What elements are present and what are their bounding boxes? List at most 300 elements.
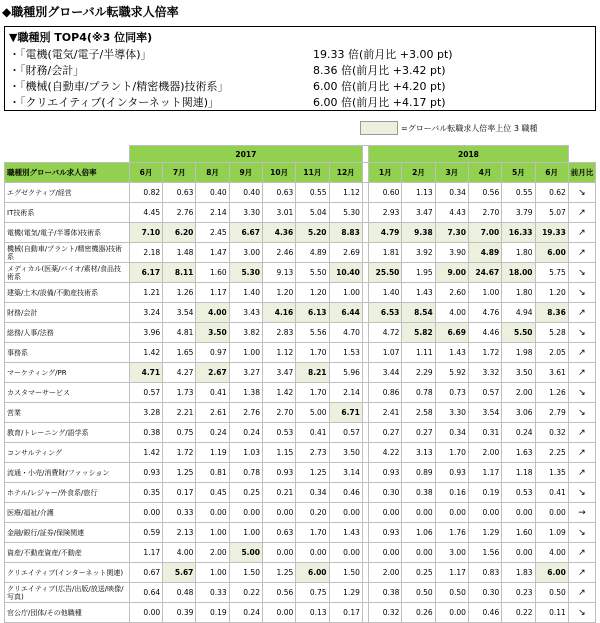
- value-cell: 1.17: [196, 283, 229, 303]
- value-cell: 0.26: [402, 603, 435, 623]
- month-header: 7月: [163, 163, 196, 183]
- value-cell: 1.20: [535, 283, 568, 303]
- value-cell: 1.17: [468, 463, 501, 483]
- trend-arrow-icon: ↗: [568, 203, 595, 223]
- row-label: クリエイティブ(広告/出版/放送/映像/写真): [5, 583, 130, 603]
- value-cell: 4.45: [129, 203, 162, 223]
- month-header: 6月: [535, 163, 568, 183]
- value-cell: 0.00: [502, 503, 535, 523]
- trend-arrow-icon: ↘: [568, 483, 595, 503]
- value-cell: 1.20: [262, 283, 295, 303]
- value-cell: 1.70: [296, 343, 329, 363]
- table-row: [5, 463, 596, 483]
- row-label: 営業: [5, 403, 130, 423]
- value-cell: 0.97: [196, 343, 229, 363]
- top4-item-value: 6.00 倍(前月比 +4.17 pt): [313, 96, 446, 109]
- value-cell: 3.13: [402, 443, 435, 463]
- value-cell: 0.63: [262, 523, 295, 543]
- value-cell: 0.34: [435, 423, 468, 443]
- value-cell: 2.00: [502, 383, 535, 403]
- value-cell: 5.92: [435, 363, 468, 383]
- value-cell: 1.17: [129, 543, 162, 563]
- page-title: ◆職種別グローバル転職求人倍率: [2, 5, 179, 19]
- value-cell: 2.70: [468, 203, 501, 223]
- value-cell: 1.19: [196, 443, 229, 463]
- value-cell: 0.16: [435, 483, 468, 503]
- value-cell: 5.28: [535, 323, 568, 343]
- value-cell: 5.00: [229, 543, 262, 563]
- value-cell: 1.00: [196, 523, 229, 543]
- legend: [360, 121, 537, 135]
- value-cell: 0.33: [163, 503, 196, 523]
- value-cell: 5.75: [535, 263, 568, 283]
- value-cell: 1.11: [402, 343, 435, 363]
- value-cell: 0.13: [296, 603, 329, 623]
- value-cell: 6.67: [229, 223, 262, 243]
- value-cell: 1.81: [369, 243, 402, 263]
- value-cell: 1.95: [402, 263, 435, 283]
- table-row: [5, 323, 596, 343]
- value-cell: 0.63: [262, 183, 295, 203]
- table-row: [5, 583, 596, 603]
- value-cell: 1.26: [163, 283, 196, 303]
- value-cell: 0.41: [196, 383, 229, 403]
- trend-arrow-icon: ↗: [568, 303, 595, 323]
- value-cell: 3.47: [262, 363, 295, 383]
- value-cell: 1.29: [329, 583, 362, 603]
- trend-arrow-icon: ↗: [568, 423, 595, 443]
- value-cell: 0.39: [163, 603, 196, 623]
- value-cell: 0.00: [369, 503, 402, 523]
- trend-arrow-icon: ↗: [568, 243, 595, 263]
- value-cell: 0.25: [402, 563, 435, 583]
- top4-box: [4, 26, 596, 111]
- value-cell: 0.24: [502, 423, 535, 443]
- value-cell: 8.11: [163, 263, 196, 283]
- value-cell: 0.67: [129, 563, 162, 583]
- value-cell: 3.28: [129, 403, 162, 423]
- value-cell: 0.78: [229, 463, 262, 483]
- value-cell: 1.43: [435, 343, 468, 363]
- row-label: 財務/会計: [5, 303, 130, 323]
- value-cell: 0.89: [402, 463, 435, 483]
- value-cell: 1.00: [229, 523, 262, 543]
- value-cell: 0.57: [468, 383, 501, 403]
- table-row: [5, 203, 596, 223]
- value-cell: 0.50: [435, 583, 468, 603]
- table-row: [5, 503, 596, 523]
- value-cell: 2.61: [196, 403, 229, 423]
- row-label: ホテル/レジャー/外食系/旅行: [5, 483, 130, 503]
- value-cell: 0.00: [262, 603, 295, 623]
- value-cell: 0.50: [402, 583, 435, 603]
- value-cell: 0.59: [129, 523, 162, 543]
- value-cell: 1.00: [229, 343, 262, 363]
- value-cell: 2.58: [402, 403, 435, 423]
- value-cell: 5.30: [329, 203, 362, 223]
- value-cell: 0.78: [402, 383, 435, 403]
- value-cell: 0.00: [435, 603, 468, 623]
- value-cell: 2.00: [196, 543, 229, 563]
- top4-item-label: ・「財務/会計」: [9, 64, 85, 77]
- value-cell: 2.60: [435, 283, 468, 303]
- value-cell: 4.81: [163, 323, 196, 343]
- value-cell: 0.00: [196, 503, 229, 523]
- row-label: メディカル(医薬/バイオ/素材/食品技術系: [5, 263, 130, 283]
- value-cell: 4.46: [468, 323, 501, 343]
- value-cell: 1.07: [369, 343, 402, 363]
- value-cell: 10.40: [329, 263, 362, 283]
- value-cell: 1.80: [502, 243, 535, 263]
- table-row: [5, 523, 596, 543]
- value-cell: 0.41: [535, 483, 568, 503]
- top4-item-label: ・「機械(自動車/プラント/精密機器)技術系」: [9, 80, 229, 93]
- value-cell: 1.83: [502, 563, 535, 583]
- value-cell: 3.32: [468, 363, 501, 383]
- value-cell: 4.43: [435, 203, 468, 223]
- month-header: 4月: [468, 163, 501, 183]
- value-cell: 1.12: [262, 343, 295, 363]
- trend-arrow-icon: →: [568, 503, 595, 523]
- value-cell: 0.75: [296, 583, 329, 603]
- value-cell: 1.15: [262, 443, 295, 463]
- value-cell: 0.86: [369, 383, 402, 403]
- value-cell: 0.30: [369, 483, 402, 503]
- top4-heading: ▼職種別 TOP4(※3 位同率): [9, 31, 153, 44]
- value-cell: 3.30: [229, 203, 262, 223]
- value-cell: 6.13: [296, 303, 329, 323]
- row-label: 機械(自動車/プラント/精密機器)技術系: [5, 243, 130, 263]
- value-cell: 0.48: [163, 583, 196, 603]
- value-cell: 0.21: [262, 483, 295, 503]
- value-cell: 3.47: [402, 203, 435, 223]
- table-row: [5, 423, 596, 443]
- value-cell: 1.09: [535, 523, 568, 543]
- value-cell: 1.65: [163, 343, 196, 363]
- table-row: [5, 223, 596, 243]
- table-row: [5, 243, 596, 263]
- value-cell: 1.53: [329, 343, 362, 363]
- value-cell: 1.43: [329, 523, 362, 543]
- value-cell: 0.46: [329, 483, 362, 503]
- value-cell: 0.27: [402, 423, 435, 443]
- value-cell: 0.55: [502, 183, 535, 203]
- value-cell: 1.50: [329, 563, 362, 583]
- value-cell: 1.73: [163, 383, 196, 403]
- value-cell: 4.00: [435, 303, 468, 323]
- table-row: [5, 183, 596, 203]
- table-row: [5, 563, 596, 583]
- value-cell: 0.32: [369, 603, 402, 623]
- table-row: [5, 263, 596, 283]
- value-cell: 4.27: [163, 363, 196, 383]
- value-cell: 0.33: [196, 583, 229, 603]
- value-cell: 1.42: [129, 443, 162, 463]
- table-row: [5, 283, 596, 303]
- value-cell: 25.50: [369, 263, 402, 283]
- value-cell: 4.00: [535, 543, 568, 563]
- value-cell: 0.57: [129, 383, 162, 403]
- value-cell: 5.56: [296, 323, 329, 343]
- row-label: 流通・小売/消費財/ファッション: [5, 463, 130, 483]
- value-cell: 3.96: [129, 323, 162, 343]
- month-header: 8月: [196, 163, 229, 183]
- value-cell: 0.34: [296, 483, 329, 503]
- row-header: 職種別グローバル求人倍率: [5, 163, 130, 183]
- value-cell: 1.35: [535, 463, 568, 483]
- value-cell: 0.53: [502, 483, 535, 503]
- value-cell: 0.19: [196, 603, 229, 623]
- month-header: 9月: [229, 163, 262, 183]
- value-cell: 7.00: [468, 223, 501, 243]
- value-cell: 5.50: [502, 323, 535, 343]
- value-cell: 1.80: [502, 283, 535, 303]
- value-cell: 0.17: [163, 483, 196, 503]
- row-label: 医療/福祉/介護: [5, 503, 130, 523]
- value-cell: 0.57: [329, 423, 362, 443]
- value-cell: 5.07: [535, 203, 568, 223]
- top4-item-value: 19.33 倍(前月比 +3.00 pt): [313, 48, 453, 61]
- table-row: [5, 343, 596, 363]
- value-cell: 0.32: [535, 423, 568, 443]
- value-cell: 2.45: [196, 223, 229, 243]
- value-cell: 0.00: [129, 603, 162, 623]
- value-cell: 0.38: [369, 583, 402, 603]
- value-cell: 4.89: [296, 243, 329, 263]
- trend-arrow-icon: ↗: [568, 463, 595, 483]
- value-cell: 7.30: [435, 223, 468, 243]
- row-label: 教育/トレーニング/語学系: [5, 423, 130, 443]
- value-cell: 2.73: [296, 443, 329, 463]
- value-cell: 1.63: [502, 443, 535, 463]
- value-cell: 1.42: [262, 383, 295, 403]
- value-cell: 1.56: [468, 543, 501, 563]
- value-cell: 4.76: [468, 303, 501, 323]
- value-cell: 0.00: [535, 503, 568, 523]
- value-cell: 4.16: [262, 303, 295, 323]
- row-label: 金融/銀行/証券/保険関連: [5, 523, 130, 543]
- value-cell: 16.33: [502, 223, 535, 243]
- value-cell: 1.03: [229, 443, 262, 463]
- value-cell: 18.00: [502, 263, 535, 283]
- value-cell: 0.00: [435, 503, 468, 523]
- value-cell: 0.20: [296, 503, 329, 523]
- value-cell: 3.01: [262, 203, 295, 223]
- value-cell: 1.40: [229, 283, 262, 303]
- value-cell: 3.50: [329, 443, 362, 463]
- table-row: [5, 303, 596, 323]
- value-cell: 2.18: [129, 243, 162, 263]
- value-cell: 3.54: [163, 303, 196, 323]
- value-cell: 1.00: [329, 283, 362, 303]
- value-cell: 0.38: [129, 423, 162, 443]
- trend-arrow-icon: ↘: [568, 603, 595, 623]
- value-cell: 0.00: [468, 503, 501, 523]
- table-row: [5, 403, 596, 423]
- table-body: [5, 183, 596, 623]
- value-cell: 0.50: [535, 583, 568, 603]
- legend-text: =グローバル転職求人倍率上位 3 職種: [401, 123, 538, 133]
- value-cell: 3.30: [435, 403, 468, 423]
- value-cell: 2.46: [262, 243, 295, 263]
- value-cell: 1.42: [129, 343, 162, 363]
- value-cell: 1.70: [296, 383, 329, 403]
- value-cell: 4.00: [163, 543, 196, 563]
- value-cell: 8.36: [535, 303, 568, 323]
- row-label: 事務系: [5, 343, 130, 363]
- value-cell: 0.93: [129, 463, 162, 483]
- value-cell: 4.00: [196, 303, 229, 323]
- value-cell: 0.27: [369, 423, 402, 443]
- value-cell: 4.89: [468, 243, 501, 263]
- value-cell: 5.67: [163, 563, 196, 583]
- value-cell: 1.18: [502, 463, 535, 483]
- value-cell: 3.06: [502, 403, 535, 423]
- value-cell: 0.00: [402, 543, 435, 563]
- value-cell: 2.70: [262, 403, 295, 423]
- value-cell: 6.44: [329, 303, 362, 323]
- value-cell: 0.00: [402, 503, 435, 523]
- value-cell: 0.00: [329, 543, 362, 563]
- table-row: [5, 603, 596, 623]
- value-cell: 2.69: [329, 243, 362, 263]
- table-row: [5, 363, 596, 383]
- value-cell: 0.56: [262, 583, 295, 603]
- value-cell: 6.00: [535, 243, 568, 263]
- trend-arrow-icon: ↘: [568, 263, 595, 283]
- value-cell: 0.24: [229, 423, 262, 443]
- trend-header: 前月比: [568, 163, 595, 183]
- value-cell: 0.23: [502, 583, 535, 603]
- table-row: [5, 383, 596, 403]
- value-cell: 2.13: [163, 523, 196, 543]
- value-cell: 8.21: [296, 363, 329, 383]
- month-row: [5, 163, 596, 183]
- value-cell: 2.21: [163, 403, 196, 423]
- value-cell: 0.25: [229, 483, 262, 503]
- value-cell: 0.60: [369, 183, 402, 203]
- value-cell: 24.67: [468, 263, 501, 283]
- value-cell: 1.06: [402, 523, 435, 543]
- value-cell: 2.25: [535, 443, 568, 463]
- value-cell: 1.21: [129, 283, 162, 303]
- value-cell: 0.46: [468, 603, 501, 623]
- top4-item-label: ・「電機(電気/電子/半導体)」: [9, 48, 152, 61]
- value-cell: 0.00: [129, 503, 162, 523]
- month-header: 5月: [502, 163, 535, 183]
- value-cell: 0.38: [402, 483, 435, 503]
- value-cell: 7.10: [129, 223, 162, 243]
- value-cell: 0.93: [262, 463, 295, 483]
- value-cell: 1.98: [502, 343, 535, 363]
- value-cell: 3.92: [402, 243, 435, 263]
- trend-arrow-icon: ↗: [568, 223, 595, 243]
- value-cell: 3.79: [502, 203, 535, 223]
- value-cell: 0.35: [129, 483, 162, 503]
- value-cell: 3.90: [435, 243, 468, 263]
- trend-arrow-icon: ↘: [568, 283, 595, 303]
- value-cell: 5.30: [229, 263, 262, 283]
- month-header: 12月: [329, 163, 362, 183]
- value-cell: 0.82: [129, 183, 162, 203]
- value-cell: 6.00: [535, 563, 568, 583]
- value-cell: 6.20: [163, 223, 196, 243]
- month-header: 6月: [129, 163, 162, 183]
- trend-arrow-icon: ↘: [568, 383, 595, 403]
- value-cell: 2.00: [468, 443, 501, 463]
- value-cell: 3.54: [468, 403, 501, 423]
- value-cell: 4.71: [129, 363, 162, 383]
- value-cell: 0.63: [163, 183, 196, 203]
- value-cell: 0.93: [369, 463, 402, 483]
- value-cell: 3.27: [229, 363, 262, 383]
- value-cell: 1.60: [502, 523, 535, 543]
- row-label: 電機(電気/電子/半導体)技術系: [5, 223, 130, 243]
- value-cell: 3.82: [229, 323, 262, 343]
- value-cell: 2.76: [229, 403, 262, 423]
- value-cell: 0.00: [262, 503, 295, 523]
- month-header: 2月: [402, 163, 435, 183]
- value-cell: 6.71: [329, 403, 362, 423]
- value-cell: 1.72: [468, 343, 501, 363]
- value-cell: 9.00: [435, 263, 468, 283]
- value-cell: 2.00: [369, 563, 402, 583]
- value-cell: 4.72: [369, 323, 402, 343]
- month-header: 1月: [369, 163, 402, 183]
- value-cell: 0.00: [502, 543, 535, 563]
- value-cell: 5.20: [296, 223, 329, 243]
- value-cell: 1.47: [196, 243, 229, 263]
- value-cell: 0.00: [329, 503, 362, 523]
- blank-cell: [5, 146, 130, 163]
- value-cell: 8.83: [329, 223, 362, 243]
- value-cell: 5.00: [296, 403, 329, 423]
- value-cell: 1.20: [296, 283, 329, 303]
- value-cell: 1.29: [468, 523, 501, 543]
- value-cell: 0.00: [369, 543, 402, 563]
- value-cell: 4.22: [369, 443, 402, 463]
- value-cell: 3.50: [502, 363, 535, 383]
- value-cell: 0.41: [296, 423, 329, 443]
- value-cell: 0.81: [196, 463, 229, 483]
- row-label: 官公庁/団体/その他職種: [5, 603, 130, 623]
- row-label: 総務/人事/法務: [5, 323, 130, 343]
- value-cell: 4.36: [262, 223, 295, 243]
- value-cell: 0.93: [435, 463, 468, 483]
- trend-arrow-icon: ↘: [568, 523, 595, 543]
- legend-swatch: [360, 121, 398, 135]
- value-cell: 0.00: [262, 543, 295, 563]
- month-header: 10月: [262, 163, 295, 183]
- value-cell: 0.11: [535, 603, 568, 623]
- value-cell: 3.43: [229, 303, 262, 323]
- value-cell: 4.79: [369, 223, 402, 243]
- value-cell: 2.83: [262, 323, 295, 343]
- value-cell: 0.30: [468, 583, 501, 603]
- value-cell: 5.04: [296, 203, 329, 223]
- value-cell: 0.40: [196, 183, 229, 203]
- value-cell: 1.00: [468, 283, 501, 303]
- value-cell: 3.00: [435, 543, 468, 563]
- ratio-table: [4, 145, 596, 623]
- value-cell: 0.45: [196, 483, 229, 503]
- value-cell: 9.13: [262, 263, 295, 283]
- value-cell: 2.14: [329, 383, 362, 403]
- year-row: [5, 146, 596, 163]
- trend-arrow-icon: ↗: [568, 543, 595, 563]
- value-cell: 4.70: [329, 323, 362, 343]
- value-cell: 2.05: [535, 343, 568, 363]
